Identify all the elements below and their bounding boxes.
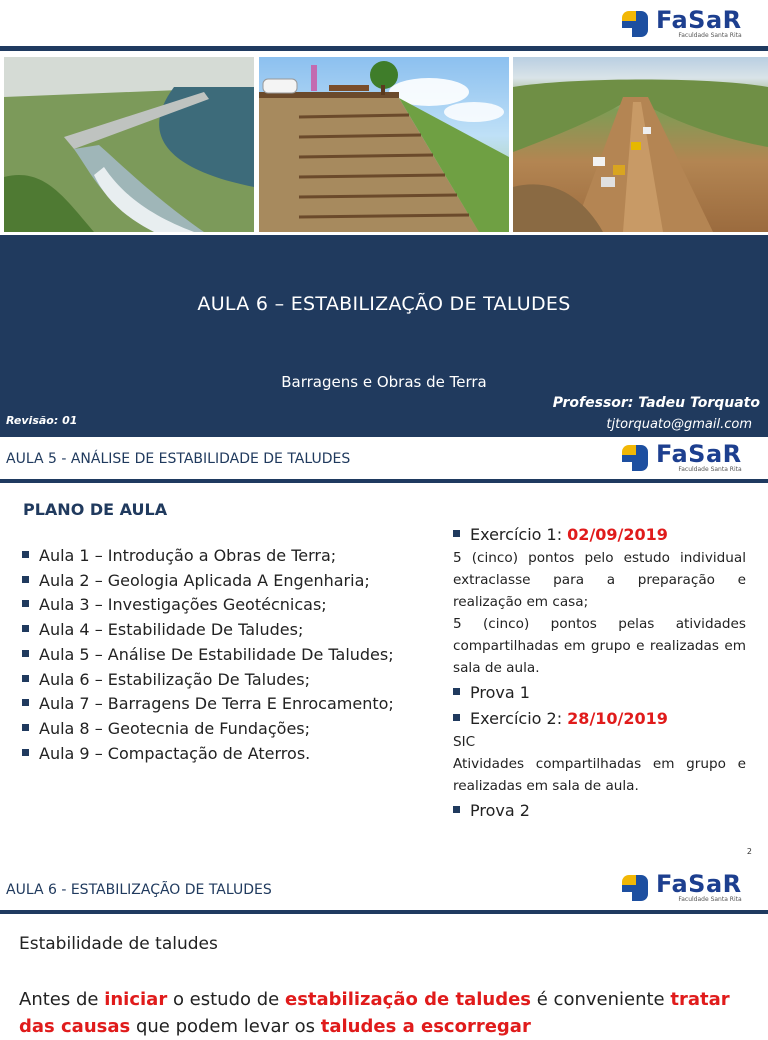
- list-item: Aula 3 – Investigações Geotécnicas;: [22, 593, 394, 618]
- slide-header: AULA 5 - ANÁLISE DE ESTABILIDADE DE TALUDES: [6, 451, 351, 467]
- plan-title: PLANO DE AULA: [23, 500, 168, 519]
- bullet-icon: [453, 714, 460, 721]
- title-slide: [0, 0, 768, 437]
- professor-email: tjtorquato@gmail.com: [606, 417, 752, 432]
- stability-slide: [0, 862, 768, 1037]
- bullet-icon: [453, 530, 460, 537]
- slide-subtitle: Barragens e Obras de Terra: [281, 373, 487, 391]
- exercise-1-date: 02/09/2019: [567, 525, 668, 544]
- bullet-icon: [22, 724, 29, 731]
- logo-brand: FaSaR: [656, 440, 742, 468]
- lesson-list: [22, 544, 394, 766]
- earthworks-photo: [513, 57, 768, 232]
- slope-illustration: [259, 57, 509, 232]
- header-divider: [0, 479, 768, 483]
- exercise-1-individual-text: 5 (cinco) pontos pelo estudo individual extraclasse para a preparação e realização em casa;: [453, 550, 746, 610]
- list-item: Aula 2 – Geologia Aplicada A Engenharia;: [22, 569, 394, 594]
- list-item: Aula 6 – Estabilização De Taludes;: [22, 668, 394, 693]
- assessment-column: [453, 523, 746, 823]
- fasar-logo-icon: [620, 443, 650, 473]
- header-divider: [0, 910, 768, 914]
- list-item: Aula 9 – Compactação de Aterros.: [22, 742, 394, 767]
- bullet-icon: [22, 625, 29, 632]
- list-item: Aula 4 – Estabilidade De Taludes;: [22, 618, 394, 643]
- exercise-1-group-text: 5 (cinco) pontos pelas atividades compartilhadas em grupo e realizadas em sala de aula.: [453, 616, 746, 676]
- logo-tagline: Faculdade Santa Rita: [678, 32, 742, 39]
- logo-brand: FaSaR: [656, 870, 742, 898]
- list-item: Aula 5 – Análise De Estabilidade De Taludes;: [22, 643, 394, 668]
- section-heading: Estabilidade de taludes: [19, 934, 218, 954]
- list-item: Aula 1 – Introdução a Obras de Terra;: [22, 544, 394, 569]
- fasar-logo-icon: [620, 9, 650, 39]
- bullet-icon: [22, 749, 29, 756]
- bullet-icon: [22, 650, 29, 657]
- highlight-text: iniciar: [104, 989, 168, 1010]
- exercise-2-date: 28/10/2019: [567, 709, 668, 728]
- fasar-logo: [620, 872, 742, 903]
- fasar-logo: [620, 442, 742, 473]
- intro-paragraph: Antes de iniciar o estudo de estabilização de taludes é conveniente tratar das causas que podem levar os taludes a escorregar: [19, 989, 730, 1037]
- logo-tagline: Faculdade Santa Rita: [678, 896, 742, 903]
- header-divider: [0, 46, 768, 51]
- bullet-icon: [22, 699, 29, 706]
- slide-header: AULA 6 - ESTABILIZAÇÃO DE TALUDES: [6, 882, 272, 898]
- bullet-icon: [453, 688, 460, 695]
- exercise-2-sic: SIC: [453, 734, 476, 750]
- revision-label: Revisão: 01: [6, 414, 78, 427]
- exercise-2: Exercício 2: 28/10/2019: [453, 707, 746, 731]
- bullet-icon: [22, 576, 29, 583]
- bullet-icon: [22, 675, 29, 682]
- highlight-text: taludes a escorregar: [320, 1016, 531, 1037]
- bullet-icon: [22, 600, 29, 607]
- fasar-logo: [620, 8, 742, 39]
- exercise-1: Exercício 1: 02/09/2019: [453, 523, 746, 547]
- prova-2: Prova 2: [453, 799, 746, 823]
- slide-title: AULA 6 – ESTABILIZAÇÃO DE TALUDES: [197, 293, 571, 315]
- fasar-logo-icon: [620, 873, 650, 903]
- prova-1: Prova 1: [453, 681, 746, 705]
- page-number: 2: [746, 847, 752, 856]
- logo-tagline: Faculdade Santa Rita: [678, 466, 742, 473]
- highlight-text: estabilização de taludes: [284, 989, 532, 1010]
- bullet-icon: [22, 551, 29, 558]
- list-item: Aula 8 – Geotecnia de Fundações;: [22, 717, 394, 742]
- highlight-text: tratar das causas: [19, 989, 730, 1037]
- lesson-plan-slide: [0, 437, 768, 862]
- list-item: Aula 7 – Barragens De Terra E Enrocamento;: [22, 692, 394, 717]
- bullet-icon: [453, 806, 460, 813]
- dam-aerial-photo: [4, 57, 254, 232]
- exercise-2-text: Atividades compartilhadas em grupo e realizadas em sala de aula.: [453, 756, 746, 794]
- professor-name: Professor: Tadeu Torquato: [552, 395, 760, 411]
- logo-brand: FaSaR: [656, 6, 742, 34]
